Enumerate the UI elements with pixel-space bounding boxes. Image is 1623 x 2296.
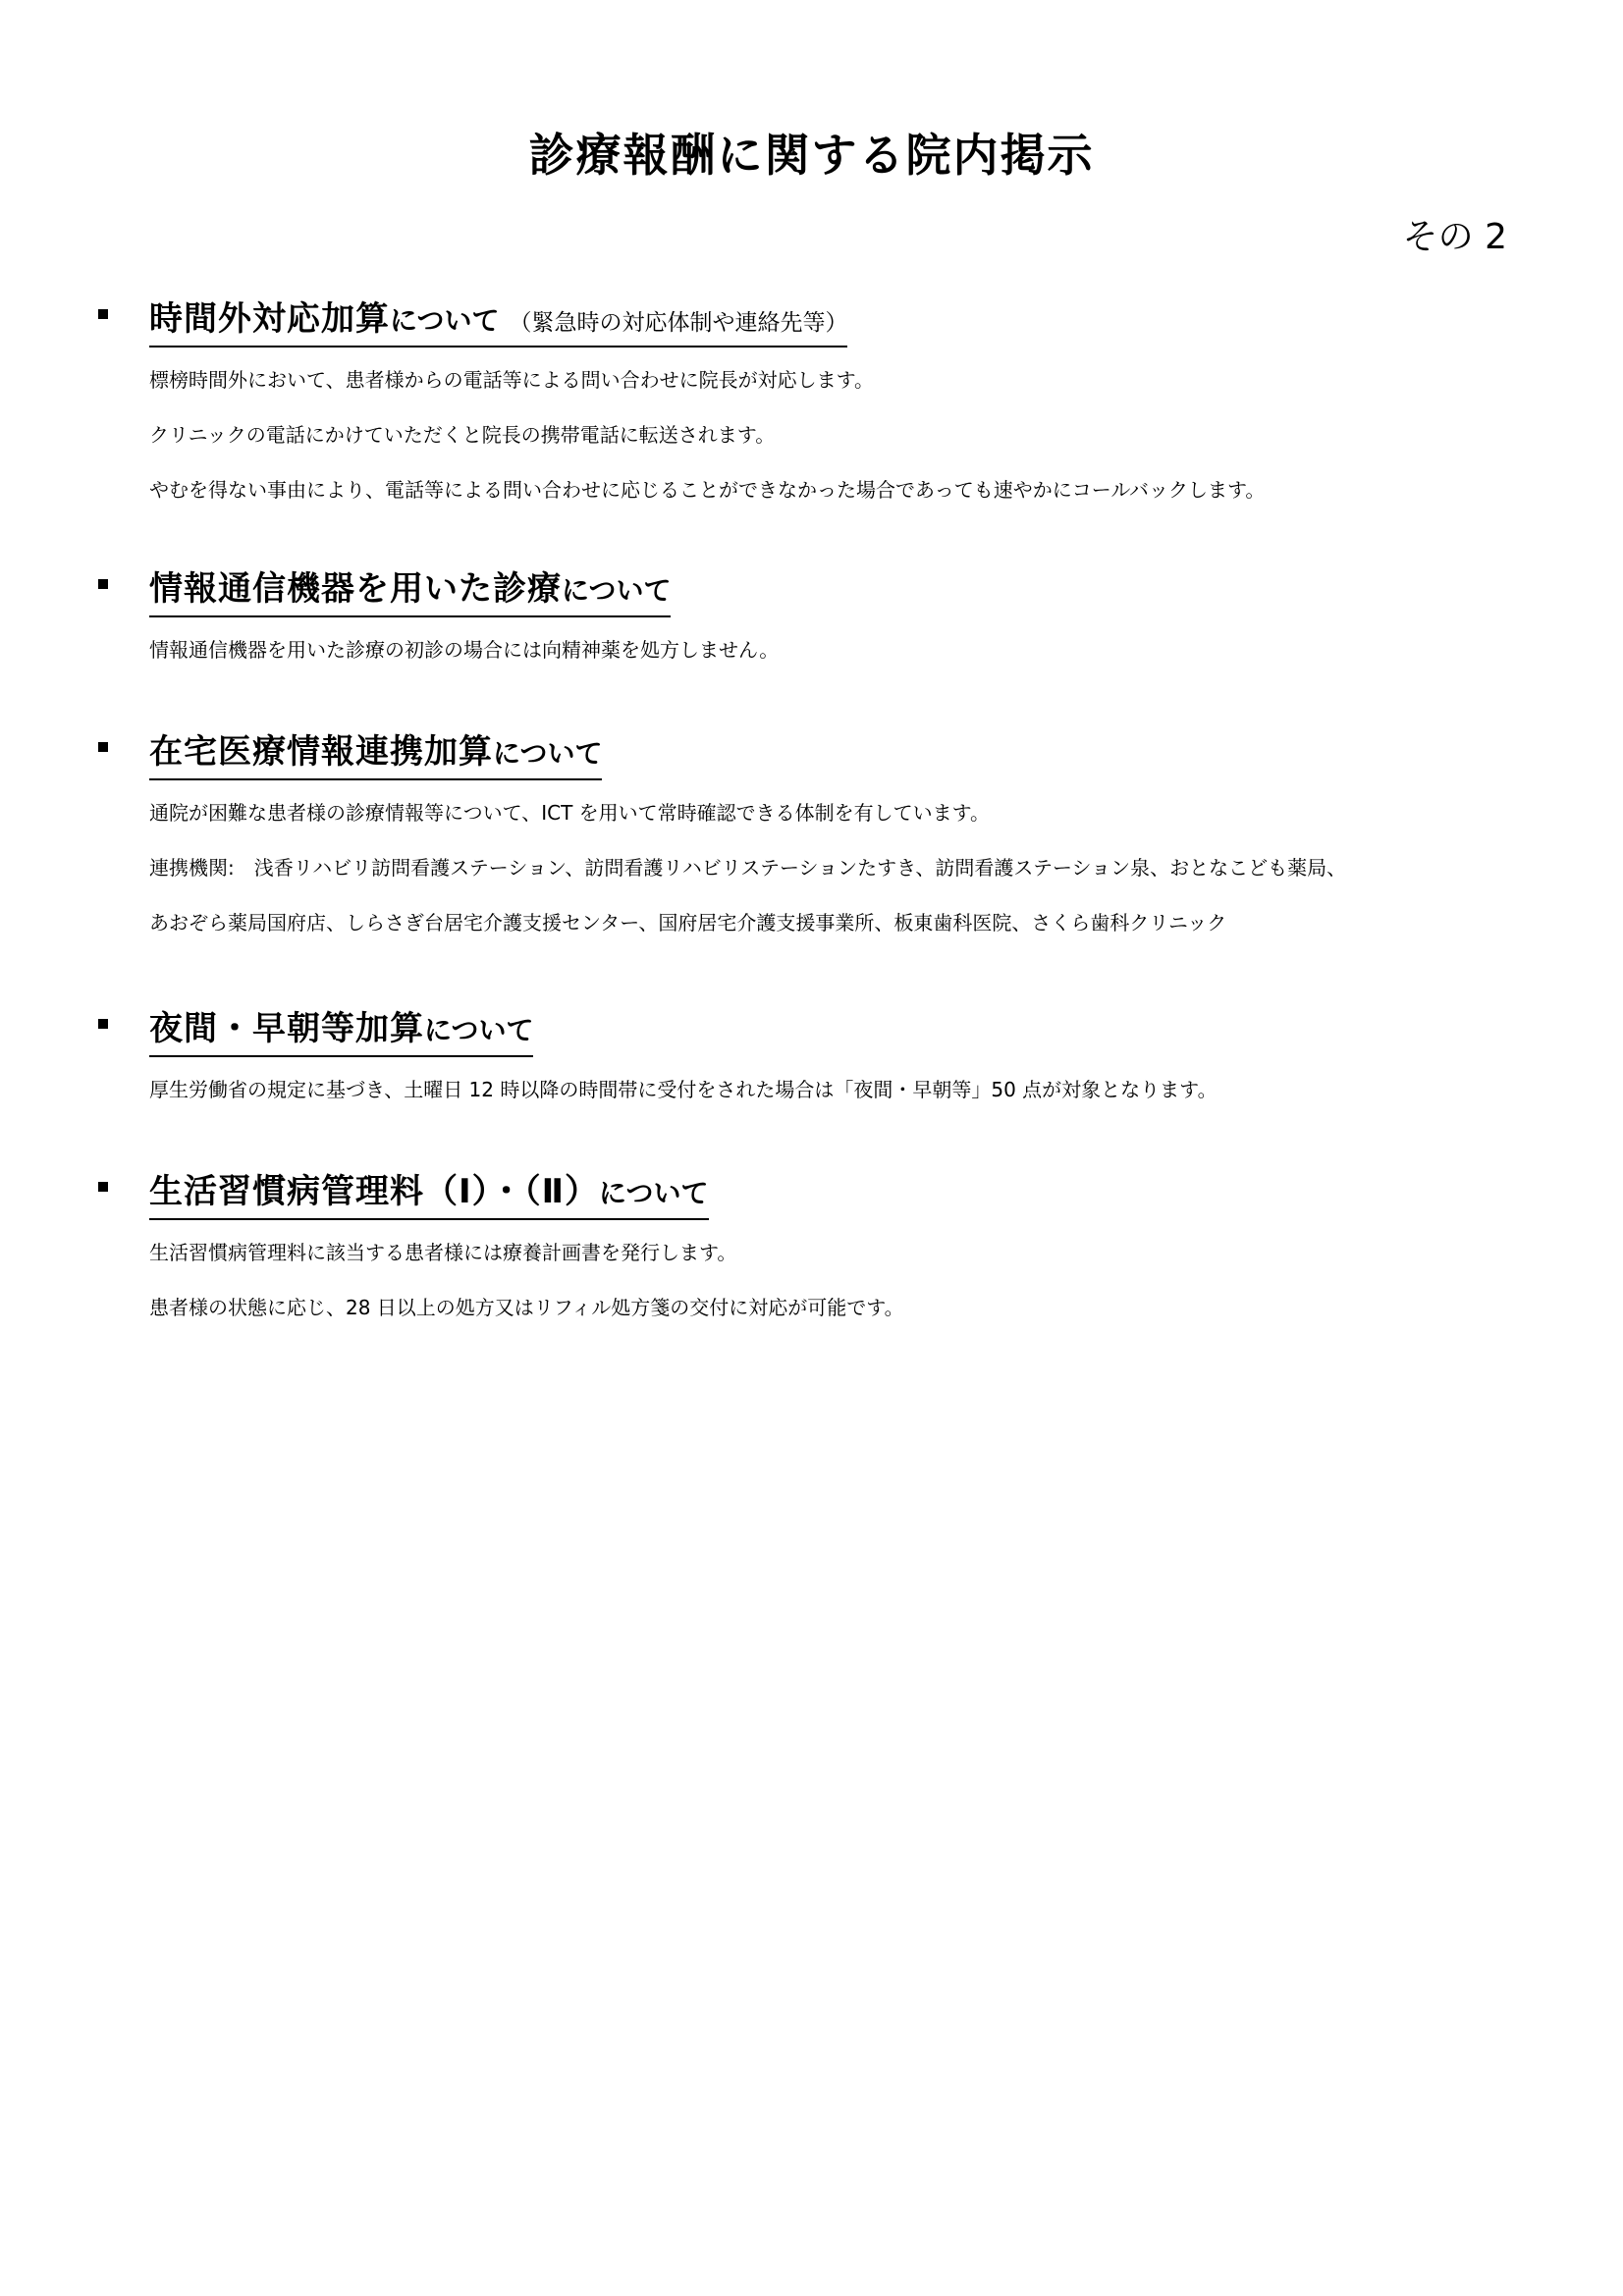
section-header: [98, 299, 1532, 348]
heading-suffix: について: [562, 574, 672, 607]
section-heading: [149, 299, 847, 347]
bullet-icon: [98, 579, 108, 589]
bullet-icon: [98, 309, 108, 319]
page-label: その 2: [1402, 217, 1507, 257]
heading-main: 情報通信機器を用いた診療: [149, 569, 562, 609]
section-header: [98, 1009, 1532, 1058]
partner-list-line: 連携機関: 浅香リハビリ訪問看護ステーション、訪問看護リハビリステーションたすき、訪問看護ステーション泉、おとなこども薬局、: [149, 856, 1347, 880]
section-night-early: [98, 1009, 1532, 1117]
section-header: [98, 1172, 1532, 1221]
bullet-icon: [98, 1182, 108, 1192]
body-line: 通院が困難な患者様の診療情報等について、ICT を用いて常時確認できる体制を有しています。: [149, 801, 991, 825]
section-heading: [149, 732, 602, 780]
heading-main: 在宅医療情報連携加算: [149, 732, 493, 772]
section-header: [98, 569, 1532, 618]
bullet-icon: [98, 742, 108, 752]
partner-list-line: あおぞら薬局国府店、しらさぎ台居宅介護支援センター、国府居宅介護支援事業所、板東歯科医院、さくら歯科クリニック: [149, 911, 1227, 934]
section-heading: [149, 1009, 533, 1057]
heading-main: 生活習慣病管理料（Ⅰ）・（Ⅱ）: [149, 1172, 600, 1211]
section-home-care-info: [98, 732, 1532, 950]
section-heading: [149, 1172, 709, 1220]
heading-suffix: について: [424, 1014, 534, 1046]
section-header: [98, 732, 1532, 781]
heading-main: 夜間・早朝等加算: [149, 1009, 424, 1048]
section-after-hours: [98, 299, 1532, 517]
body-line: 厚生労働省の規定に基づき、土曜日 12 時以降の時間帯に受付をされた場合は「夜間・早朝等」50 点が対象となります。: [149, 1078, 1217, 1101]
section-lifestyle-disease: [98, 1172, 1532, 1335]
section-heading: [149, 569, 671, 617]
heading-suffix: について: [493, 737, 603, 770]
body-line: 患者様の状態に応じ、28 日以上の処方又はリフィル処方箋の交付に対応が可能です。: [149, 1296, 904, 1319]
heading-main: 時間外対応加算: [149, 299, 390, 339]
section-telemedicine: [98, 569, 1532, 677]
heading-suffix: について: [599, 1177, 709, 1209]
body-line: 標榜時間外において、患者様からの電話等による問い合わせに院長が対応します。: [149, 368, 874, 392]
body-line: 生活習慣病管理料に該当する患者様には療養計画書を発行します。: [149, 1241, 737, 1264]
body-line: クリニックの電話にかけていただくと院長の携帯電話に転送されます。: [149, 423, 776, 447]
body-line: やむを得ない事由により、電話等による問い合わせに応じることができなかった場合であっても速やかにコールバックします。: [149, 478, 1266, 502]
document-title: 診療報酬に関する院内掲示: [528, 129, 1095, 182]
body-line: 情報通信機器を用いた診療の初診の場合には向精神薬を処方しません。: [149, 638, 780, 662]
heading-note: （緊急時の対応体制や連絡先等）: [509, 310, 848, 336]
heading-suffix: について: [390, 304, 500, 337]
bullet-icon: [98, 1019, 108, 1029]
